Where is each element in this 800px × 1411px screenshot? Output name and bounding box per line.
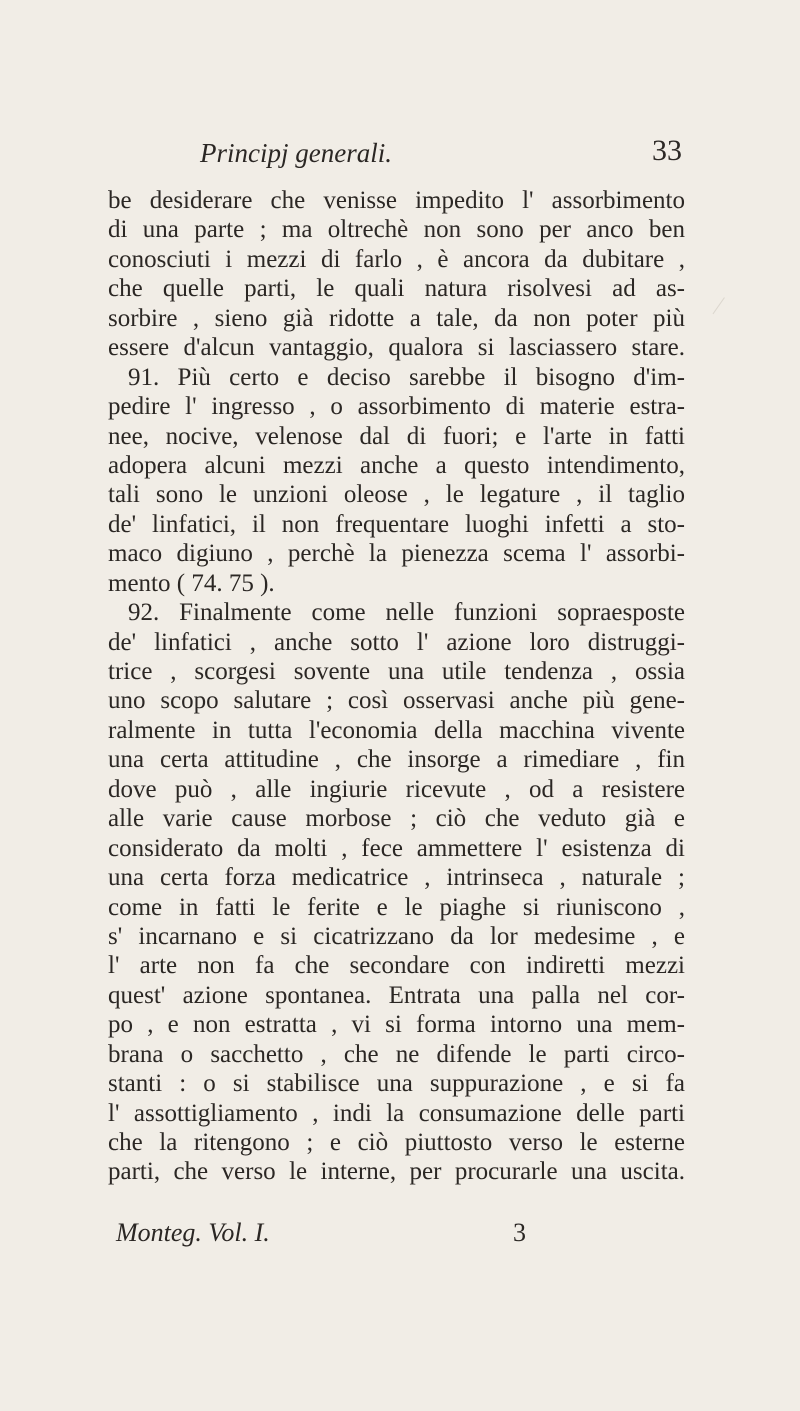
text-line: po , e non estratta , vi si forma intorno una mem-: [108, 1011, 685, 1039]
text-line: una certa forza medicatrice , intrinseca , naturale ;: [108, 864, 685, 892]
paragraph-92-start: 92. Finalmente come nelle funzioni sopraesposte: [128, 599, 685, 627]
text-line: l' arte non fa che secondare con indiretti mezzi: [108, 952, 685, 980]
running-head: Principj generali.: [200, 138, 392, 168]
text-line: de' linfatici, il non frequentare luoghi infetti a sto-: [108, 510, 685, 538]
text-line: mento ( 74. 75 ).: [108, 569, 275, 597]
paper-mark: [696, 286, 725, 314]
text-line: pedire l' ingresso , o assorbimento di materie estra-: [108, 393, 685, 421]
text-line: be desiderare che venisse impedito l' assorbimento: [108, 187, 685, 214]
text-line: come in fatti le ferite e le piaghe si riuniscono ,: [108, 893, 685, 921]
text-line: considerato da molti , fece ammettere l' esistenza di: [108, 834, 685, 862]
text-line: essere d'alcun vantaggio, qualora si lasciassero stare.: [108, 334, 685, 362]
text-line: parti, che verso le interne, per procurarle una uscita.: [108, 1158, 685, 1186]
text-line: dove può , alle ingiurie ricevute , od a resistere: [108, 775, 685, 803]
text-line: una certa attitudine , che insorge a rimediare , fin: [108, 746, 685, 774]
text-line: di una parte ; ma oltrechè non sono per anco ben: [108, 216, 685, 244]
text-line: de' linfatici , anche sotto l' azione loro distruggi-: [108, 628, 685, 656]
text-line: stanti : o si stabilisce una suppurazione , e si fa: [108, 1070, 685, 1098]
text-line: conosciuti i mezzi di farlo , è ancora da dubitare ,: [108, 245, 685, 273]
printer-signature: Monteg. Vol. I.: [116, 1218, 270, 1247]
text-line: che quelle parti, le quali natura risolvesi ad as-: [108, 275, 685, 303]
text-line: trice , scorgesi sovente una utile tendenza , ossia: [108, 658, 685, 685]
text-line: adopera alcuni mezzi anche a questo intendimento,: [108, 451, 685, 479]
text-line: sorbire , sieno già ridotte a tale, da non poter più: [108, 304, 685, 332]
body-text: [108, 186, 685, 1187]
text-line: che la ritengono ; e ciò piuttosto verso le esterne: [108, 1129, 685, 1156]
signature-mark: 3: [513, 1218, 526, 1247]
text-line: uno scopo salutare ; così osservasi anche più gene-: [108, 687, 685, 715]
text-line: tali sono le unzioni oleose , le legature , il taglio: [108, 481, 685, 509]
text-line: brana o sacchetto , che ne difende le parti circo-: [108, 1040, 685, 1068]
text-line: ralmente in tutta l'economia della macchina vivente: [108, 716, 685, 744]
text-line: l' assottigliamento , indi la consumazione delle parti: [108, 1099, 685, 1127]
text-line: s' incarnano e si cicatrizzano da lor medesime , e: [108, 922, 685, 950]
page-footer: [108, 1218, 685, 1250]
text-line: quest' azione spontanea. Entrata una palla nel cor-: [108, 981, 685, 1009]
text-line: nee, nocive, velenose dal di fuori; e l'arte in fatti: [108, 422, 685, 450]
page-header: [170, 134, 682, 178]
page-number: 33: [652, 134, 682, 167]
text-line: maco digiuno , perchè la pienezza scema l' assorbi-: [108, 540, 685, 568]
paragraph-91-start: 91. Più certo e deciso sarebbe il bisogno d'im-: [128, 363, 685, 391]
text-line: alle varie cause morbose ; ciò che veduto già e: [108, 805, 685, 833]
